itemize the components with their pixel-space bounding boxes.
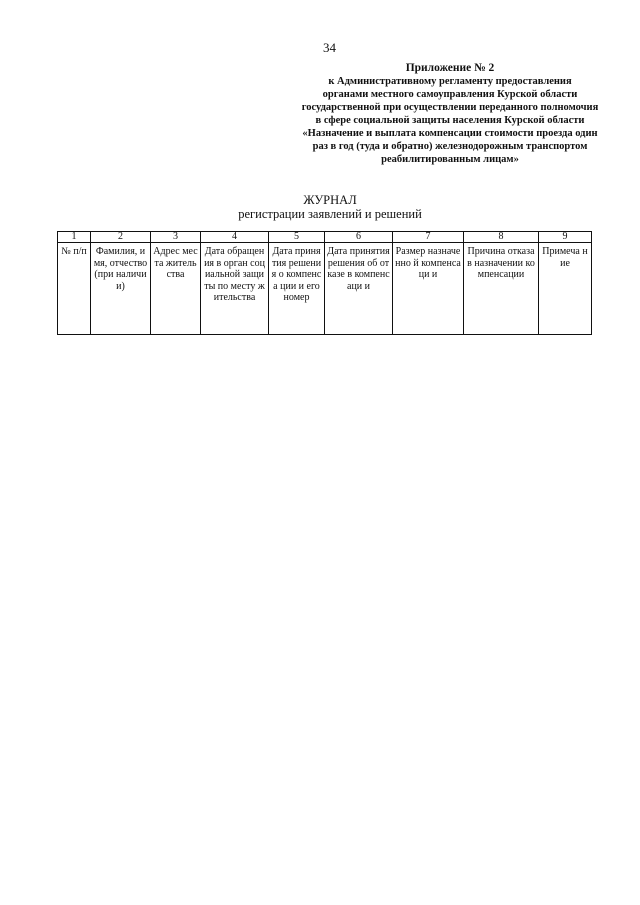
appendix-line: государственной при осуществлении переданного полномочия: [301, 102, 599, 113]
journal-title: ЖУРНАЛ: [303, 193, 357, 207]
appendix-block: [270, 62, 630, 166]
column-header: Дата принятия решения об отказе в компенсаци и: [325, 243, 393, 335]
column-number-row: [58, 232, 592, 243]
column-number: 9: [539, 232, 592, 243]
appendix-line: раз в год (туда и обратно) железнодорожным транспортом: [312, 141, 588, 152]
appendix-title: Приложение № 2: [405, 62, 495, 74]
column-header: Размер назначенно й компенсаци и: [393, 243, 464, 335]
column-header: Примеча ние: [539, 243, 592, 335]
journal-header: [200, 193, 460, 221]
column-number: 7: [393, 232, 464, 243]
column-number: 2: [91, 232, 151, 243]
page-number: 34: [323, 40, 336, 55]
column-header: № п/п: [58, 243, 91, 335]
column-number: 8: [464, 232, 539, 243]
appendix-line: к Административному регламенту предоставления: [328, 76, 572, 87]
appendix-line: органами местного самоуправления Курской области: [322, 89, 578, 100]
column-header: Причина отказа в назначении компенсации: [464, 243, 539, 335]
column-header: Дата принятия решения о компенса ции и его номер: [269, 243, 325, 335]
appendix-line: реабилитированным лицам»: [381, 154, 519, 165]
column-header: Фамилия, имя, отчество (при наличии): [91, 243, 151, 335]
column-number: 6: [325, 232, 393, 243]
column-header: Дата обращения в орган социальной защиты по месту жительства: [201, 243, 269, 335]
column-number: 5: [269, 232, 325, 243]
appendix-line: в сфере социальной защиты населения Курской области: [315, 115, 585, 126]
column-number: 1: [58, 232, 91, 243]
column-number: 3: [151, 232, 201, 243]
column-header-row: [58, 243, 592, 335]
column-header: Адрес места житель ства: [151, 243, 201, 335]
appendix-line: «Назначение и выплата компенсации стоимости проезда один: [302, 128, 598, 139]
column-number: 4: [201, 232, 269, 243]
journal-subtitle: регистрации заявлений и решений: [238, 207, 422, 221]
register-table: [57, 231, 592, 335]
